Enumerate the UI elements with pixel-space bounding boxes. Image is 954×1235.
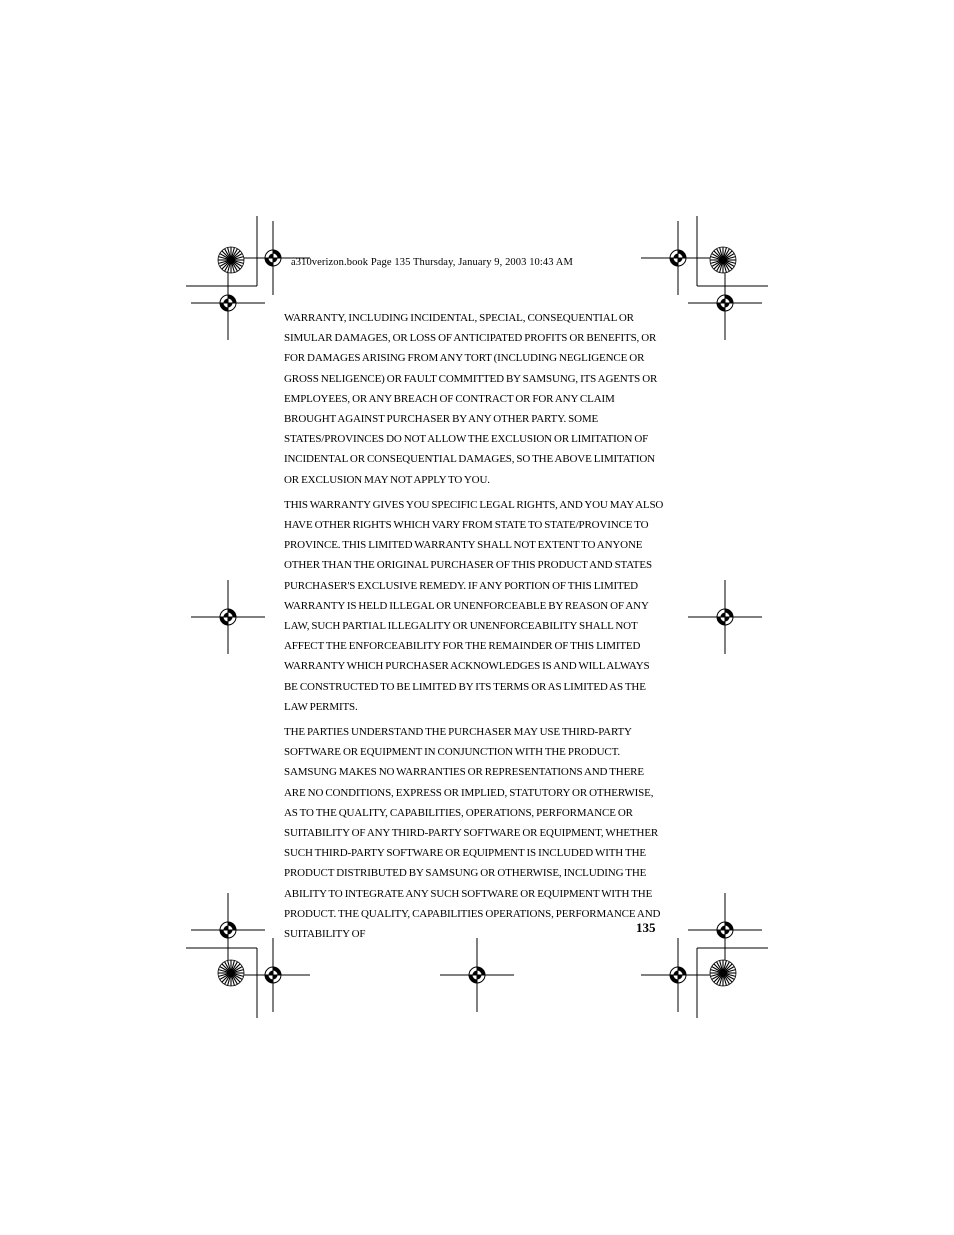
- registration-mark-left-middle-icon: [191, 580, 265, 654]
- star-target-bottom-right-icon: [710, 960, 736, 986]
- registration-mark-top-right-icon: [641, 221, 715, 295]
- book-header: a310verizon.book Page 135 Thursday, January 9, 2003 10:43 AM: [291, 257, 573, 268]
- registration-mark-right-lower-icon: [688, 893, 762, 967]
- star-target-top-right-icon: [710, 247, 736, 273]
- paragraph-legal-rights: THIS WARRANTY GIVES YOU SPECIFIC LEGAL RIGHTS, AND YOU MAY ALSO HAVE OTHER RIGHTS WHICH VARY FROM STATE TO STATE/PROVINCE TO PROVINCE. THIS LIMITED WARRANTY SHALL NOT EXTENT TO ANYONE OTHER THAN THE ORIGINAL PURCHASER OF THIS PRODUCT AND STATES PURCHASER'S EXCLUSIVE REMEDY. IF ANY PORTION OF THIS LIMITED WARRANTY IS HELD ILLEGAL OR UNENFORCEABLE BY REASON OF ANY LAW, SUCH PARTIAL ILLEGALITY OR UNENFORCEABILITY SHALL NOT AFFECT THE ENFORCEABILITY FOR THE REMAINDER OF THIS LIMITED WARRANTY WHICH PURCHASER ACKNOWLEDGES IS AND WILL ALWAYS BE CONSTRUCTED TO BE LIMITED BY ITS TERMS OR AS LIMITED AS THE LAW PERMITS.: [284, 498, 664, 713]
- registration-mark-left-lower-icon: [191, 893, 265, 967]
- paragraph-third-party: THE PARTIES UNDERSTAND THE PURCHASER MAY USE THIRD-PARTY SOFTWARE OR EQUIPMENT IN CONJUNCTION WITH THE PRODUCT. SAMSUNG MAKES NO WARRANTIES OR REPRESENTATIONS AND THERE ARE NO CONDITIONS, EXPRESS OR IMPLIED, STATUTORY OR OTHERWISE, AS TO THE QUALITY, CAPABILITIES, OPERATIONS, PERFORMANCE OR SUITABILITY OF ANY THIRD-PARTY SOFTWARE OR EQUIPMENT, WHETHER SUCH THIRD-PARTY SOFTWARE OR EQUIPMENT IS INCLUDED WITH THE PRODUCT DISTRIBUTED BY SAMSUNG OR OTHERWISE, INCLUDING THE ABILITY TO INTEGRATE ANY SUCH SOFTWARE OR EQUIPMENT WITH THE PRODUCT. THE QUALITY, CAPABILITIES OPERATIONS, PERFORMANCE AND SUITABILITY OF: [284, 726, 661, 941]
- paragraph-damages: WARRANTY, INCLUDING INCIDENTAL, SPECIAL, CONSEQUENTIAL OR SIMULAR DAMAGES, OR LOSS OF ANTICIPATED PROFITS OR BENEFITS, OR FOR DAMAGES ARISING FROM ANY TORT (INCLUDING NEGLIGENCE OR GROSS NELIGENCE) OR FAULT COMMITTED BY SAMSUNG, ITS AGENTS OR EMPLOYEES, OR ANY BREACH OF CONTRACT OR FOR ANY CLAIM BROUGHT AGAINST PURCHASER BY ANY OTHER PARTY. SOME STATES/PROVINCES DO NOT ALLOW THE EXCLUSION OR LIMITATION OF INCIDENTAL OR CONSEQUENTIAL DAMAGES, SO THE ABOVE LIMITATION OR EXCLUSION MAY NOT APPLY TO YOU.: [284, 312, 658, 486]
- warranty-text: [284, 308, 664, 949]
- page-number: 135: [636, 920, 656, 935]
- registration-mark-right-upper-icon: [688, 266, 762, 340]
- star-target-top-left-icon: [218, 247, 244, 273]
- star-target-bottom-left-icon: [218, 960, 244, 986]
- registration-mark-right-middle-icon: [688, 580, 762, 654]
- registration-mark-left-upper-icon: [191, 266, 265, 340]
